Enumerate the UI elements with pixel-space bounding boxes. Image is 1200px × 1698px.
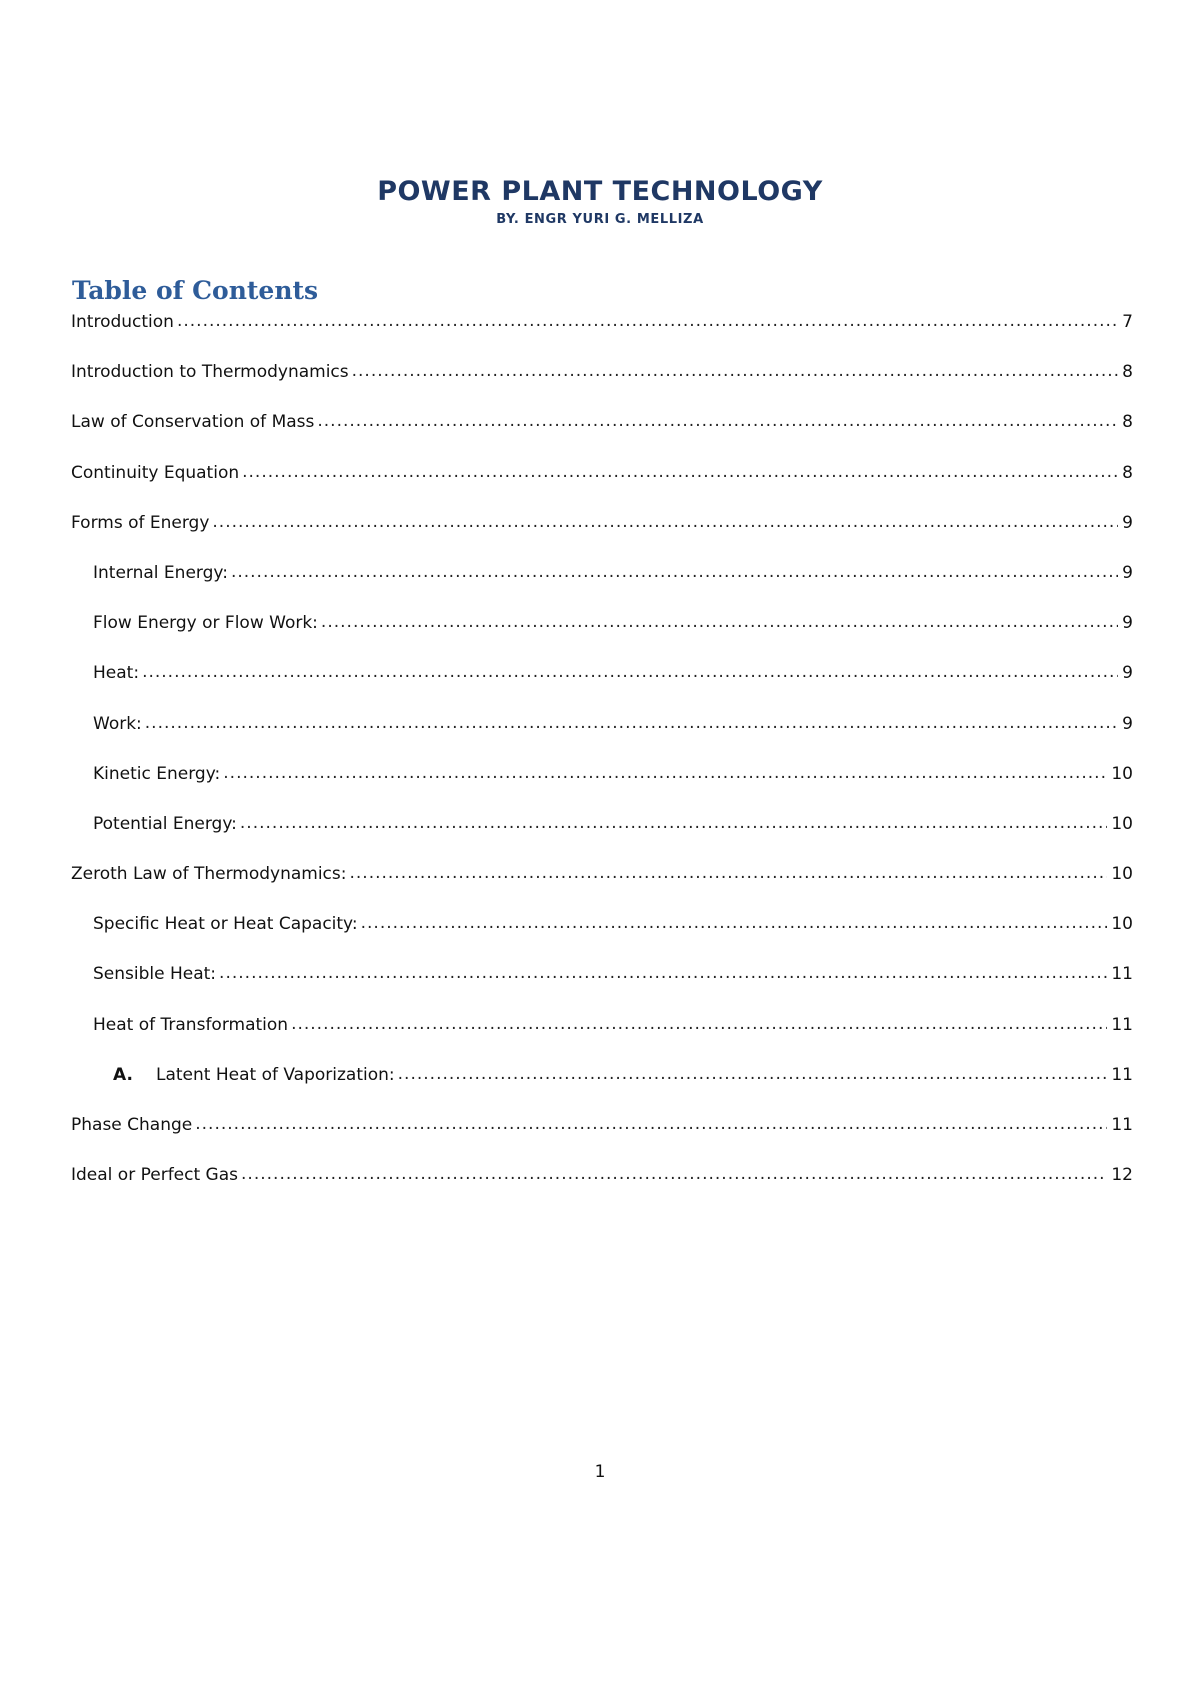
toc-entry-page-number: 9 <box>1122 512 1133 533</box>
toc-dot-leader <box>195 1114 1107 1134</box>
toc-entry-page-number: 11 <box>1111 1115 1133 1135</box>
toc-entry[interactable] <box>71 1015 1133 1065</box>
toc-entry[interactable] <box>71 964 1133 1014</box>
toc-dot-leader <box>361 913 1108 933</box>
toc-dot-leader <box>231 562 1118 582</box>
toc-heading: Table of Contents <box>72 276 319 305</box>
toc-entry[interactable] <box>71 362 1133 412</box>
toc-dot-leader <box>317 411 1118 431</box>
toc-entry-page-number: 9 <box>1122 613 1133 634</box>
toc-entry-text: Introduction <box>71 312 174 332</box>
toc-dot-leader <box>352 361 1119 381</box>
toc-dot-leader <box>240 813 1107 833</box>
toc-entry[interactable] <box>71 312 1133 362</box>
toc-entry-page-number: 8 <box>1122 462 1133 483</box>
toc-entry[interactable] <box>71 1065 1133 1115</box>
table-of-contents <box>71 312 1133 1215</box>
toc-entry[interactable] <box>71 914 1133 964</box>
toc-entry-label <box>71 362 349 382</box>
toc-entry-page-number: 8 <box>1122 362 1133 383</box>
toc-entry-label <box>71 1115 192 1135</box>
toc-entry-page-number: 9 <box>1122 663 1133 684</box>
toc-dot-leader <box>223 763 1107 783</box>
toc-entry-label <box>71 864 346 884</box>
toc-dot-leader <box>212 512 1118 532</box>
toc-entry-text: Work: <box>93 713 142 734</box>
toc-dot-leader <box>241 1164 1107 1184</box>
toc-entry[interactable] <box>71 764 1133 814</box>
toc-entry[interactable] <box>71 1165 1133 1215</box>
toc-entry[interactable] <box>71 613 1133 663</box>
toc-entry-label <box>71 513 209 533</box>
toc-entry-text: Phase Change <box>71 1115 193 1135</box>
toc-dot-leader <box>142 662 1118 682</box>
toc-entry-page-number: 8 <box>1122 412 1133 433</box>
toc-entry-label <box>93 563 228 583</box>
toc-entry-page-number: 10 <box>1111 763 1133 784</box>
toc-entry-text: Heat of Transformation <box>93 1014 289 1035</box>
toc-dot-leader <box>177 311 1118 331</box>
toc-entry-page-number: 7 <box>1122 312 1133 332</box>
toc-entry-page-number: 10 <box>1111 813 1133 834</box>
toc-entry[interactable] <box>71 714 1133 764</box>
toc-entry-label <box>71 312 174 332</box>
toc-entry-page-number: 11 <box>1111 964 1133 985</box>
toc-entry-marker: A. <box>113 1064 133 1085</box>
toc-entry-page-number: 11 <box>1111 1014 1133 1035</box>
toc-entry-text: Continuity Equation <box>71 462 240 483</box>
toc-dot-leader <box>321 612 1118 632</box>
toc-entry-text: Specific Heat or Heat Capacity: <box>93 914 358 935</box>
toc-entry-label <box>93 914 358 934</box>
toc-entry-label <box>93 964 216 984</box>
toc-dot-leader <box>219 963 1107 983</box>
toc-entry[interactable] <box>71 412 1133 462</box>
toc-entry-text: Flow Energy or Flow Work: <box>93 613 318 634</box>
document-title: POWER PLANT TECHNOLOGY <box>377 176 823 207</box>
toc-entry-page-number: 12 <box>1111 1165 1133 1186</box>
toc-entry[interactable] <box>71 1115 1133 1165</box>
toc-entry-label <box>93 613 318 633</box>
toc-entry-text: Latent Heat of Vaporization: <box>156 1064 395 1085</box>
toc-entry-text: Introduction to Thermodynamics <box>71 362 349 383</box>
toc-entry[interactable] <box>71 864 1133 914</box>
toc-entry-text: Internal Energy: <box>93 562 228 583</box>
toc-entry[interactable] <box>71 513 1133 563</box>
toc-entry-text: Forms of Energy <box>71 512 210 533</box>
toc-entry-page-number: 9 <box>1122 713 1133 734</box>
toc-entry-label <box>93 1015 288 1035</box>
toc-entry-text: Heat: <box>93 663 140 684</box>
toc-dot-leader <box>291 1014 1107 1034</box>
toc-entry[interactable] <box>71 663 1133 713</box>
toc-dot-leader <box>398 1064 1108 1084</box>
toc-entry-page-number: 9 <box>1122 562 1133 583</box>
toc-entry-label <box>113 1065 395 1085</box>
toc-entry-text: Sensible Heat: <box>93 964 217 985</box>
toc-entry-page-number: 10 <box>1111 864 1133 885</box>
toc-entry-label <box>71 463 239 483</box>
toc-entry-label <box>93 814 237 834</box>
toc-dot-leader <box>145 713 1118 733</box>
toc-entry-label <box>93 764 220 784</box>
page-number: 1 <box>594 1462 606 1482</box>
toc-entry-text: Law of Conservation of Mass <box>71 412 315 433</box>
toc-dot-leader <box>242 462 1118 482</box>
toc-entry-text: Ideal or Perfect Gas <box>71 1165 239 1186</box>
toc-entry-label <box>93 714 142 734</box>
document-author: BY. ENGR YURI G. MELLIZA <box>496 212 704 227</box>
toc-entry-text: Potential Energy: <box>93 813 237 834</box>
toc-entry-page-number: 11 <box>1111 1064 1133 1085</box>
toc-entry-text: Kinetic Energy: <box>93 763 221 784</box>
toc-entry-label <box>71 1165 238 1185</box>
toc-dot-leader <box>349 863 1107 883</box>
toc-entry[interactable] <box>71 563 1133 613</box>
toc-entry-label <box>93 663 139 683</box>
toc-entry[interactable] <box>71 814 1133 864</box>
toc-entry-text: Zeroth Law of Thermodynamics: <box>71 864 347 885</box>
toc-entry[interactable] <box>71 463 1133 513</box>
toc-entry-label <box>71 412 314 432</box>
toc-entry-page-number: 10 <box>1111 914 1133 935</box>
